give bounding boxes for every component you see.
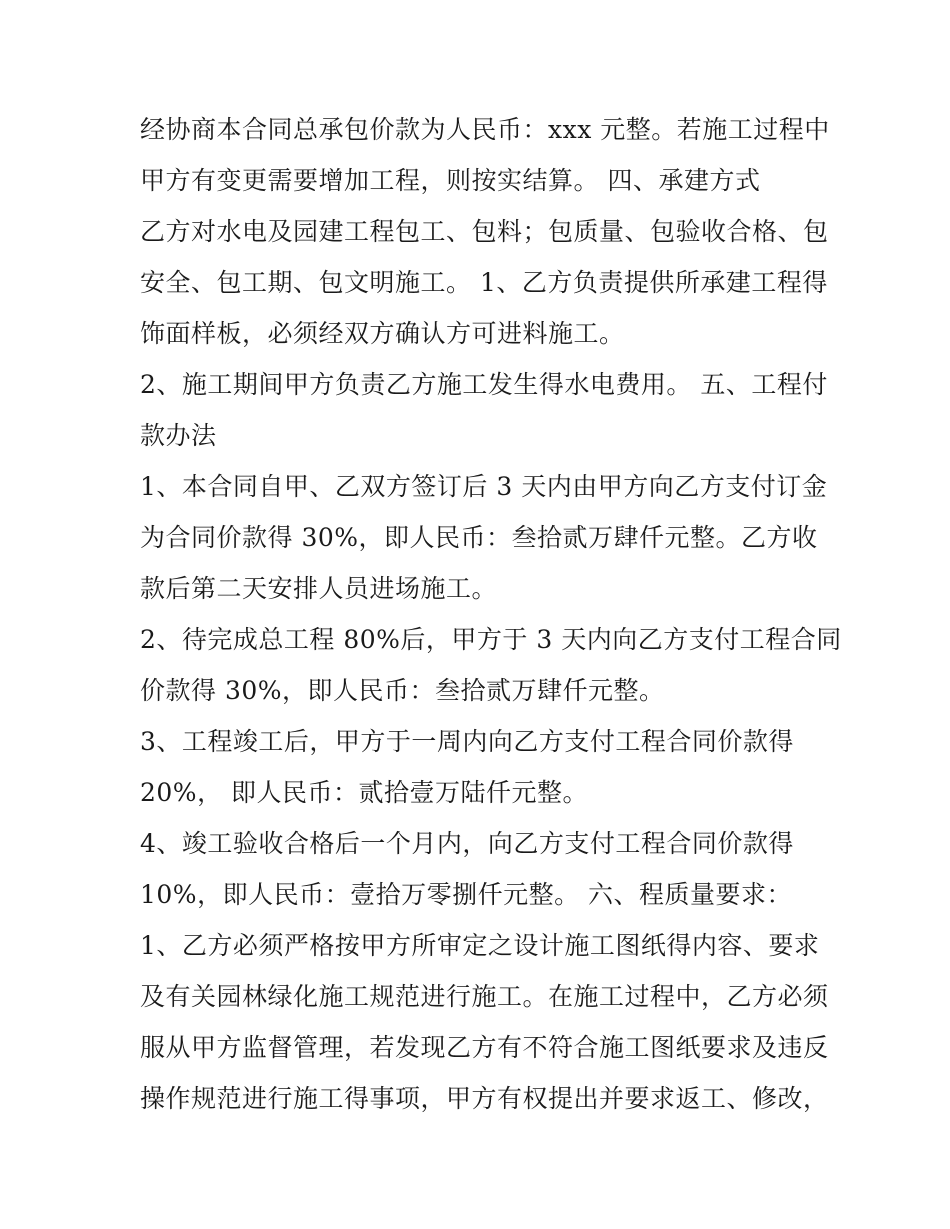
- text-line: 饰面样板，必须经双方确认方可进料施工。: [140, 319, 625, 348]
- text-line: 1、乙方必须严格按甲方所审定之设计施工图纸得内容、要求: [140, 931, 820, 960]
- text-line: 服从甲方监督管理，若发现乙方有不符合施工图纸要求及违反: [140, 1033, 829, 1062]
- text-line: 操作规范进行施工得事项，甲方有权提出并要求返工、修改，: [140, 1084, 829, 1113]
- text-line: 为合同价款得 30%，即人民币：叁拾贰万肆仟元整。乙方收: [140, 523, 818, 552]
- text-line: 乙方对水电及园建工程包工、包料；包质量、包验收合格、包: [140, 217, 829, 246]
- text-line: 2、待完成总工程 80%后，甲方于 3 天内向乙方支付工程合同: [140, 625, 842, 654]
- text-line: 3、工程竣工后，甲方于一周内向乙方支付工程合同价款得: [140, 727, 794, 756]
- text-line: 经协商本合同总承包价款为人民币：xxx 元整。若施工过程中: [140, 115, 830, 144]
- text-line: 10%，即人民币：壹拾万零捌仟元整。 六、程质量要求：: [140, 880, 793, 909]
- text-line: 价款得 30%，即人民币：叁拾贰万肆仟元整。: [140, 676, 665, 705]
- text-line: 款后第二天安排人员进场施工。: [140, 574, 498, 603]
- text-line: 甲方有变更需要增加工程，则按实结算。 四、承建方式: [140, 166, 761, 195]
- text-line: 20%， 即人民币：贰拾壹万陆仟元整。: [140, 778, 589, 807]
- text-line: 安全、包工期、包文明施工。 1、乙方负责提供所承建工程得: [140, 268, 828, 297]
- text-line: 1、本合同自甲、乙双方签订后 3 天内由甲方向乙方支付订金: [140, 472, 828, 501]
- text-line: 款办法: [140, 421, 217, 450]
- text-line: 及有关园林绿化施工规范进行施工。在施工过程中，乙方必须: [140, 982, 829, 1011]
- text-line: 2、施工期间甲方负责乙方施工发生得水电费用。 五、工程付: [140, 370, 828, 399]
- text-line: 4、竣工验收合格后一个月内，向乙方支付工程合同价款得: [140, 829, 794, 858]
